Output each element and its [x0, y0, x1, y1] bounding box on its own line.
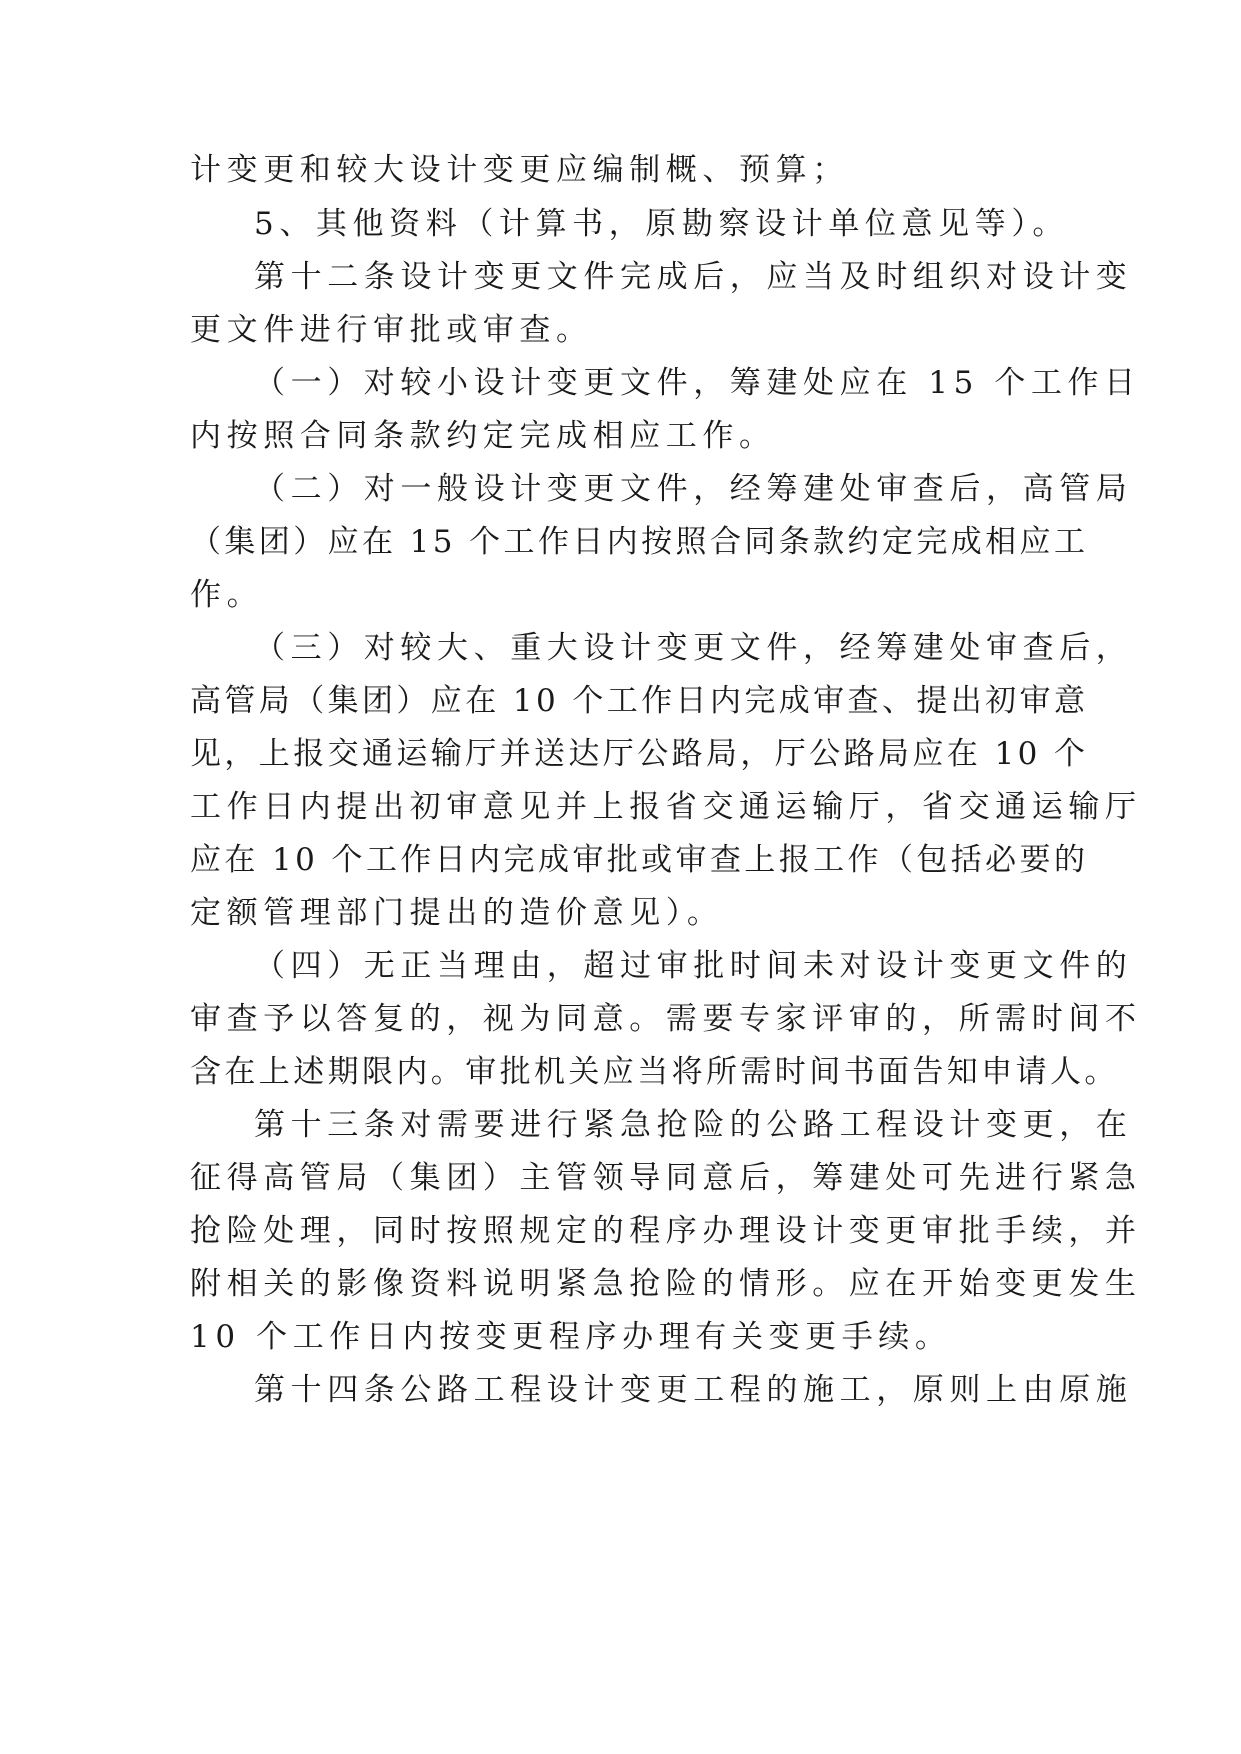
- text-line: （一）对较小设计变更文件，筹建处应在 15 个工作日: [254, 365, 1141, 401]
- text-line: 第十三条对需要进行紧急抢险的公路工程设计变更，在: [254, 1107, 1133, 1143]
- text-line: （集团）应在 15 个工作日内按照合同条款约定完成相应工: [190, 524, 1089, 560]
- text-line: 含在上述期限内。审批机关应当将所需时间书面告知申请人。: [190, 1054, 1119, 1090]
- text-line: 计变更和较大设计变更应编制概、预算；: [190, 152, 849, 188]
- text-line: 高管局（集团）应在 10 个工作日内完成审查、提出初审意: [190, 683, 1089, 719]
- text-line: 抢险处理，同时按照规定的程序办理设计变更审批手续，并: [190, 1213, 1142, 1249]
- text-line: 作。: [190, 577, 264, 613]
- text-line: 工作日内提出初审意见并上报省交通运输厅，省交通运输厅: [190, 789, 1142, 825]
- text-line: 更文件进行审批或审查。: [190, 312, 593, 348]
- text-line: 应在 10 个工作日内完成审批或审查上报工作（包括必要的: [190, 842, 1089, 878]
- text-line: 内按照合同条款约定完成相应工作。: [190, 418, 776, 454]
- text-line: 定额管理部门提出的造价意见）。: [190, 895, 724, 931]
- text-line: 审查予以答复的，视为同意。需要专家评审的，所需时间不: [190, 1001, 1142, 1037]
- text-line: 5、其他资料（计算书，原勘察设计单位意见等）。: [254, 206, 1070, 242]
- text-line: （二）对一般设计变更文件，经筹建处审查后，高管局: [254, 471, 1133, 507]
- text-line: 附相关的影像资料说明紧急抢险的情形。应在开始变更发生: [190, 1266, 1142, 1302]
- text-line: 10 个工作日内按变更程序办理有关变更手续。: [190, 1319, 952, 1355]
- text-line: （四）无正当理由，超过审批时间未对设计变更文件的: [254, 948, 1133, 984]
- text-line: 见，上报交通运输厅并送达厅公路局，厅公路局应在 10 个: [190, 736, 1089, 772]
- text-line: （三）对较大、重大设计变更文件，经筹建处审查后，: [254, 630, 1133, 666]
- text-line: 第十二条设计变更文件完成后，应当及时组织对设计变: [254, 259, 1133, 295]
- text-line: 第十四条公路工程设计变更工程的施工，原则上由原施: [254, 1372, 1133, 1408]
- text-line: 征得高管局（集团）主管领导同意后，筹建处可先进行紧急: [190, 1160, 1142, 1196]
